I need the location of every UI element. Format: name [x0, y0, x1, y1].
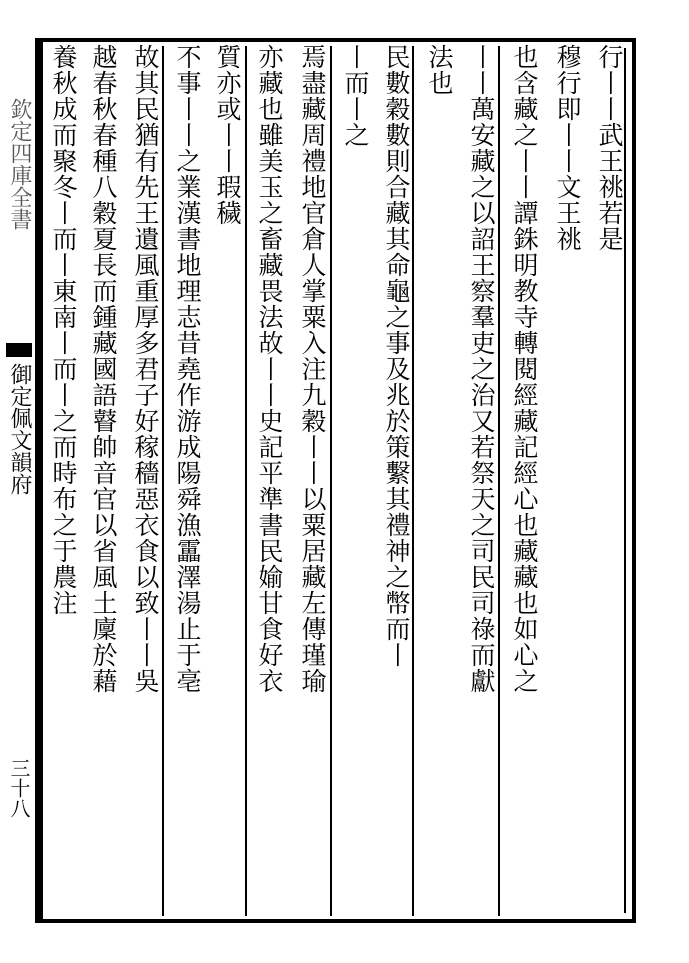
text-column: 故其民猶有先王遺風重厚多君子好稼穡惡衣食以致丨丨吳 — [131, 44, 160, 694]
text-column: 也含藏之丨丨譚銖明教寺轉閱經藏記經心也藏藏也如心之 — [510, 44, 539, 694]
text-column: 質亦或丨丨瑕穢 — [213, 44, 242, 226]
spine-collection-title: 欽定四庫全書 — [7, 98, 32, 230]
text-column: 焉盡藏周禮地官倉人掌粟入注九穀丨丨以粟居藏左傳瑾瑜 — [298, 44, 327, 694]
text-column: 亦藏也雖美玉之畜藏畏法故丨丨史記平準書民媮甘食好衣 — [255, 44, 284, 694]
text-column: 養秋成而聚冬丨而丨東南丨而丨之而時布之于農注 — [49, 44, 78, 616]
spine-fishtail-mark — [6, 343, 32, 357]
spine-book-title: 御定佩文韻府 — [7, 363, 32, 495]
spine-page-number: 三十八 — [7, 758, 31, 818]
text-column: 法也 — [425, 44, 454, 96]
text-column: 行丨丨武王祧若是 — [595, 44, 624, 252]
page-spine — [0, 38, 38, 923]
text-column: 不事丨丨之業漢書地理志昔堯作游成陽舜漁靁澤湯止于亳 — [173, 44, 202, 694]
text-column: 丨而丨之 — [341, 44, 370, 148]
text-column: 民數穀數則合藏其命龜之事及兆於策繫其禮神之幣而丨 — [382, 44, 411, 668]
text-column: 丨丨萬安藏之以詔王察羣吏之治又若祭天之司民司祿而獻 — [467, 44, 496, 694]
text-column: 越春秋春種八穀夏長而鍾藏國語瞽帥音官以省風土廩於藉 — [89, 44, 118, 694]
text-column: 穆行即丨丨文王祧 — [553, 44, 582, 252]
